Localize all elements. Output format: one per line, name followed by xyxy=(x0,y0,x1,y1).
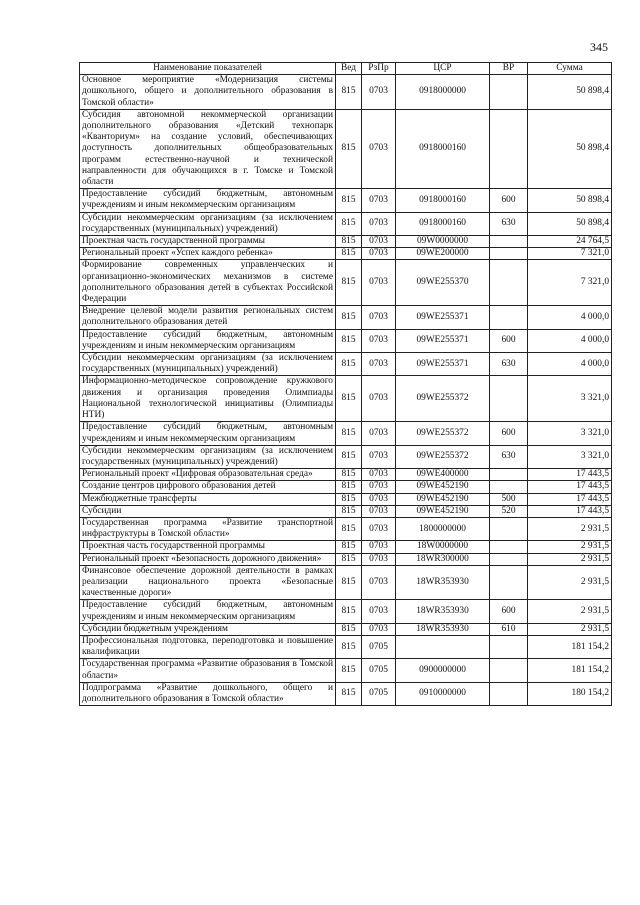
table-row xyxy=(80,212,612,235)
row-ved-cell: 815 xyxy=(336,541,362,553)
row-sum-cell: 2 931,5 xyxy=(528,553,612,565)
table-row xyxy=(80,422,612,445)
row-name-cell: Финансовое обеспечение дорожной деятельности в рамках реализации национального проекта «Безопасные качественные дороги» xyxy=(80,565,336,600)
row-vr-cell xyxy=(490,260,528,306)
row-vr-cell xyxy=(490,553,528,565)
row-vr-cell xyxy=(490,376,528,422)
row-rzpr-cell: 0703 xyxy=(362,236,396,248)
table-row xyxy=(80,260,612,306)
row-ved-cell: 815 xyxy=(336,505,362,517)
row-rzpr-cell: 0705 xyxy=(362,682,396,705)
row-rzpr-cell: 0703 xyxy=(362,212,396,235)
row-csr-cell: 0900000000 xyxy=(396,659,490,682)
table-row xyxy=(80,481,612,493)
row-name-cell: Создание центров цифрового образования детей xyxy=(80,481,336,493)
row-name-cell: Региональный проект «Успех каждого ребенка» xyxy=(80,248,336,260)
table-row xyxy=(80,353,612,376)
row-vr-cell xyxy=(490,469,528,481)
row-vr-cell xyxy=(490,517,528,540)
row-rzpr-cell: 0705 xyxy=(362,659,396,682)
row-name-cell: Проектная часть государственной программы xyxy=(80,236,336,248)
row-vr-cell: 600 xyxy=(490,189,528,212)
table-row xyxy=(80,248,612,260)
table-row xyxy=(80,329,612,352)
row-sum-cell: 17 443,5 xyxy=(528,493,612,505)
row-sum-cell: 3 321,0 xyxy=(528,445,612,468)
row-name-cell: Информационно-методическое сопровождение кружкового движения и организация проведения Олимпиады Национальной технологической инициативы (Олимпиады НТИ) xyxy=(80,376,336,422)
row-sum-cell: 24 764,5 xyxy=(528,236,612,248)
row-csr-cell: 09WE452190 xyxy=(396,493,490,505)
row-ved-cell: 815 xyxy=(336,565,362,600)
table-row xyxy=(80,553,612,565)
row-rzpr-cell: 0703 xyxy=(362,481,396,493)
row-csr-cell: 0918000160 xyxy=(396,109,490,188)
row-sum-cell: 181 154,2 xyxy=(528,635,612,658)
row-ved-cell: 815 xyxy=(336,600,362,623)
table-row xyxy=(80,189,612,212)
header-name: Наименование показателей xyxy=(80,63,336,75)
row-vr-cell: 610 xyxy=(490,623,528,635)
row-vr-cell: 600 xyxy=(490,600,528,623)
row-name-cell: Субсидии некоммерческим организациям (за исключением государственных (муниципальных) учреждений) xyxy=(80,445,336,468)
row-ved-cell: 815 xyxy=(336,422,362,445)
row-vr-cell: 630 xyxy=(490,212,528,235)
row-rzpr-cell: 0703 xyxy=(362,329,396,352)
row-csr-cell: 18W0000000 xyxy=(396,541,490,553)
row-name-cell: Проектная часть государственной программы xyxy=(80,541,336,553)
row-sum-cell: 50 898,4 xyxy=(528,189,612,212)
row-name-cell: Основное мероприятие «Модернизация системы дошкольного, общего и дополнительного образования в Томской области» xyxy=(80,75,336,110)
row-ved-cell: 815 xyxy=(336,682,362,705)
row-ved-cell: 815 xyxy=(336,553,362,565)
row-name-cell: Субсидии некоммерческим организациям (за исключением государственных (муниципальных) учреждений) xyxy=(80,353,336,376)
row-vr-cell: 630 xyxy=(490,445,528,468)
row-rzpr-cell: 0703 xyxy=(362,469,396,481)
row-rzpr-cell: 0703 xyxy=(362,541,396,553)
row-ved-cell: 815 xyxy=(336,493,362,505)
row-ved-cell: 815 xyxy=(336,329,362,352)
row-csr-cell: 09WE255371 xyxy=(396,306,490,329)
row-rzpr-cell: 0703 xyxy=(362,109,396,188)
row-vr-cell: 600 xyxy=(490,422,528,445)
table-row xyxy=(80,445,612,468)
table-row xyxy=(80,623,612,635)
row-name-cell: Профессиональная подготовка, переподготовка и повышение квалификации xyxy=(80,635,336,658)
row-ved-cell: 815 xyxy=(336,623,362,635)
row-sum-cell: 50 898,4 xyxy=(528,75,612,110)
row-vr-cell xyxy=(490,248,528,260)
row-rzpr-cell: 0703 xyxy=(362,260,396,306)
row-name-cell: Государственная программа «Развитие образования в Томской области» xyxy=(80,659,336,682)
table-row xyxy=(80,505,612,517)
row-name-cell: Предоставление субсидий бюджетным, автономным учреждениям и иным некоммерческим организациям xyxy=(80,189,336,212)
table-row xyxy=(80,493,612,505)
row-sum-cell: 17 443,5 xyxy=(528,469,612,481)
row-vr-cell: 520 xyxy=(490,505,528,517)
row-rzpr-cell: 0703 xyxy=(362,517,396,540)
row-csr-cell: 09WE255371 xyxy=(396,329,490,352)
row-vr-cell xyxy=(490,75,528,110)
row-rzpr-cell: 0703 xyxy=(362,248,396,260)
row-csr-cell: 09WE452190 xyxy=(396,481,490,493)
row-sum-cell: 4 000,0 xyxy=(528,306,612,329)
row-sum-cell: 180 154,2 xyxy=(528,682,612,705)
row-csr-cell: 09W0000000 xyxy=(396,236,490,248)
row-sum-cell: 17 443,5 xyxy=(528,505,612,517)
row-vr-cell xyxy=(490,109,528,188)
row-rzpr-cell: 0703 xyxy=(362,493,396,505)
row-csr-cell: 18WR353930 xyxy=(396,565,490,600)
row-ved-cell: 815 xyxy=(336,481,362,493)
row-name-cell: Субсидии бюджетным учреждениям xyxy=(80,623,336,635)
table-row xyxy=(80,635,612,658)
table-row xyxy=(80,109,612,188)
row-name-cell: Субсидии xyxy=(80,505,336,517)
row-sum-cell: 181 154,2 xyxy=(528,659,612,682)
row-ved-cell: 815 xyxy=(336,517,362,540)
row-vr-cell: 630 xyxy=(490,353,528,376)
row-csr-cell: 0918000000 xyxy=(396,75,490,110)
row-name-cell: Региональный проект «Безопасность дорожного движения» xyxy=(80,553,336,565)
row-ved-cell: 815 xyxy=(336,236,362,248)
row-ved-cell: 815 xyxy=(336,248,362,260)
row-ved-cell: 815 xyxy=(336,353,362,376)
row-sum-cell: 7 321,0 xyxy=(528,248,612,260)
row-ved-cell: 815 xyxy=(336,109,362,188)
row-sum-cell: 4 000,0 xyxy=(528,329,612,352)
row-sum-cell: 3 321,0 xyxy=(528,422,612,445)
row-rzpr-cell: 0703 xyxy=(362,353,396,376)
header-vr: ВР xyxy=(490,63,528,75)
page-number: 345 xyxy=(590,40,608,54)
table-row xyxy=(80,517,612,540)
row-csr-cell: 1800000000 xyxy=(396,517,490,540)
row-csr-cell: 18WR353930 xyxy=(396,623,490,635)
row-name-cell: Государственная программа «Развитие транспортной инфраструктуры в Томской области» xyxy=(80,517,336,540)
row-vr-cell xyxy=(490,682,528,705)
row-sum-cell: 2 931,5 xyxy=(528,600,612,623)
row-ved-cell: 815 xyxy=(336,376,362,422)
row-name-cell: Предоставление субсидий бюджетным, автономным учреждениям и иным некоммерческим организациям xyxy=(80,422,336,445)
row-ved-cell: 815 xyxy=(336,75,362,110)
row-sum-cell: 50 898,4 xyxy=(528,109,612,188)
row-sum-cell: 17 443,5 xyxy=(528,481,612,493)
row-csr-cell: 09WE255372 xyxy=(396,422,490,445)
row-vr-cell: 600 xyxy=(490,329,528,352)
row-vr-cell xyxy=(490,659,528,682)
row-rzpr-cell: 0703 xyxy=(362,306,396,329)
row-csr-cell: 0918000160 xyxy=(396,189,490,212)
header-rzpr: РзПр xyxy=(362,63,396,75)
table-row xyxy=(80,75,612,110)
row-ved-cell: 815 xyxy=(336,306,362,329)
row-rzpr-cell: 0703 xyxy=(362,553,396,565)
table-row xyxy=(80,565,612,600)
row-name-cell: Подпрограмма «Развитие дошкольного, общего и дополнительного образования в Томской области» xyxy=(80,682,336,705)
row-rzpr-cell: 0703 xyxy=(362,505,396,517)
row-sum-cell: 4 000,0 xyxy=(528,353,612,376)
row-csr-cell: 09WE255371 xyxy=(396,353,490,376)
row-rzpr-cell: 0703 xyxy=(362,445,396,468)
row-name-cell: Внедрение целевой модели развития региональных систем дополнительного образования детей xyxy=(80,306,336,329)
row-sum-cell: 2 931,5 xyxy=(528,623,612,635)
row-vr-cell: 500 xyxy=(490,493,528,505)
header-sum: Сумма xyxy=(528,63,612,75)
row-vr-cell xyxy=(490,635,528,658)
row-name-cell: Предоставление субсидий бюджетным, автономным учреждениям и иным некоммерческим организациям xyxy=(80,600,336,623)
row-ved-cell: 815 xyxy=(336,659,362,682)
row-csr-cell: 0918000160 xyxy=(396,212,490,235)
row-sum-cell: 2 931,5 xyxy=(528,565,612,600)
row-sum-cell: 7 321,0 xyxy=(528,260,612,306)
table-header-row xyxy=(80,63,612,75)
row-rzpr-cell: 0703 xyxy=(362,600,396,623)
table-row xyxy=(80,659,612,682)
table-row xyxy=(80,600,612,623)
row-csr-cell: 0910000000 xyxy=(396,682,490,705)
row-csr-cell: 18WR353930 xyxy=(396,600,490,623)
row-rzpr-cell: 0703 xyxy=(362,623,396,635)
row-ved-cell: 815 xyxy=(336,635,362,658)
row-ved-cell: 815 xyxy=(336,189,362,212)
header-csr: ЦСР xyxy=(396,63,490,75)
table-row xyxy=(80,682,612,705)
row-sum-cell: 50 898,4 xyxy=(528,212,612,235)
row-rzpr-cell: 0703 xyxy=(362,565,396,600)
row-csr-cell xyxy=(396,635,490,658)
row-rzpr-cell: 0703 xyxy=(362,422,396,445)
row-csr-cell: 09WE400000 xyxy=(396,469,490,481)
row-csr-cell: 18WR300000 xyxy=(396,553,490,565)
row-ved-cell: 815 xyxy=(336,260,362,306)
table-row xyxy=(80,376,612,422)
table-row xyxy=(80,469,612,481)
row-vr-cell xyxy=(490,306,528,329)
row-csr-cell: 09WE255370 xyxy=(396,260,490,306)
row-name-cell: Формирование современных управленческих и организационно-экономических механизмов в системе дополнительного образования детей в субъектах Российской Федерации xyxy=(80,260,336,306)
row-vr-cell xyxy=(490,481,528,493)
row-name-cell: Предоставление субсидий бюджетным, автономным учреждениям и иным некоммерческим организациям xyxy=(80,329,336,352)
row-rzpr-cell: 0705 xyxy=(362,635,396,658)
row-csr-cell: 09WE255372 xyxy=(396,376,490,422)
row-name-cell: Региональный проект «Цифровая образовательная среда» xyxy=(80,469,336,481)
row-vr-cell xyxy=(490,565,528,600)
row-ved-cell: 815 xyxy=(336,212,362,235)
row-sum-cell: 2 931,5 xyxy=(528,541,612,553)
row-rzpr-cell: 0703 xyxy=(362,75,396,110)
table-row xyxy=(80,541,612,553)
row-sum-cell: 2 931,5 xyxy=(528,517,612,540)
row-ved-cell: 815 xyxy=(336,445,362,468)
row-ved-cell: 815 xyxy=(336,469,362,481)
row-sum-cell: 3 321,0 xyxy=(528,376,612,422)
header-ved: Вед xyxy=(336,63,362,75)
row-vr-cell xyxy=(490,236,528,248)
row-name-cell: Межбюджетные трансферты xyxy=(80,493,336,505)
row-name-cell: Субсидия автономной некоммерческой организации дополнительного образования «Детский технопарк «Кванториум» на создание условий, обеспечивающих доступность дополнительных общеобразовательных программ естественно-научной и технической направленности для обучающихся в г. Томске и Томской области xyxy=(80,109,336,188)
row-rzpr-cell: 0703 xyxy=(362,376,396,422)
row-csr-cell: 09WE200000 xyxy=(396,248,490,260)
row-name-cell: Субсидии некоммерческим организациям (за исключением государственных (муниципальных) учреждений) xyxy=(80,212,336,235)
table-row xyxy=(80,236,612,248)
budget-table xyxy=(79,62,612,706)
row-vr-cell xyxy=(490,541,528,553)
table-row xyxy=(80,306,612,329)
row-csr-cell: 09WE452190 xyxy=(396,505,490,517)
row-rzpr-cell: 0703 xyxy=(362,189,396,212)
row-csr-cell: 09WE255372 xyxy=(396,445,490,468)
